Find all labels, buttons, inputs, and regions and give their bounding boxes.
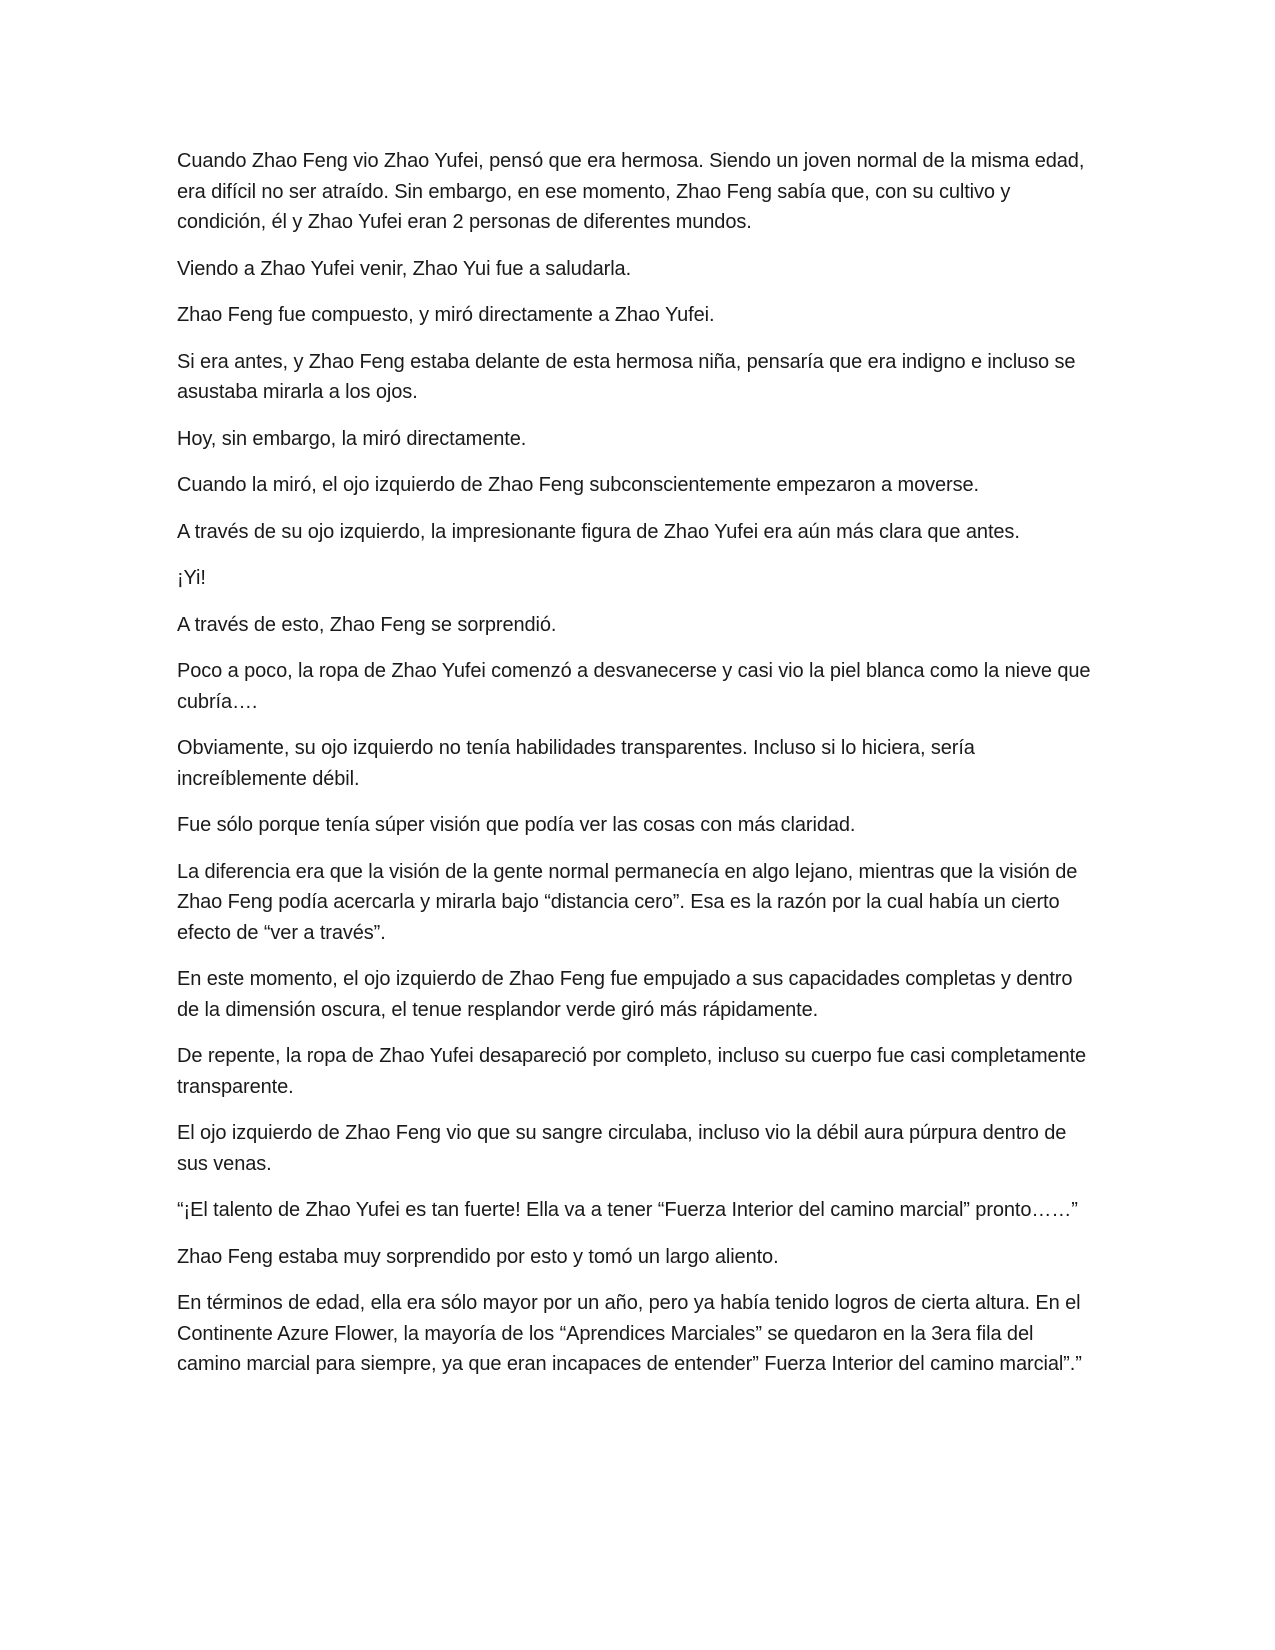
document-body bbox=[177, 146, 1097, 1396]
paragraph: La diferencia era que la visión de la gente normal permanecía en algo lejano, mientras que la visión de Zhao Feng podía acercarla y mirarla bajo “distancia cero”. Esa es la razón por la cual había un cierto efecto de “ver a través”. bbox=[177, 860, 1078, 944]
paragraph: Zhao Feng estaba muy sorprendido por esto y tomó un largo aliento. bbox=[177, 1245, 779, 1268]
paragraph: Obviamente, su ojo izquierdo no tenía habilidades transparentes. Incluso si lo hiciera, sería increíblemente débil. bbox=[177, 737, 975, 790]
paragraph: A través de esto, Zhao Feng se sorprendió. bbox=[177, 613, 557, 636]
paragraph: Cuando Zhao Feng vio Zhao Yufei, pensó que era hermosa. Siendo un joven normal de la misma edad, era difícil no ser atraído. Sin embargo, en ese momento, Zhao Feng sabía que, con su cultivo y condición, él y Zhao Yufei eran 2 personas de diferentes mundos. bbox=[177, 150, 1085, 233]
paragraph: Zhao Feng fue compuesto, y miró directamente a Zhao Yufei. bbox=[177, 304, 715, 326]
paragraph: Viendo a Zhao Yufei venir, Zhao Yui fue a saludarla. bbox=[177, 257, 632, 280]
paragraph: Hoy, sin embargo, la miró directamente. bbox=[177, 427, 527, 450]
paragraph: Si era antes, y Zhao Feng estaba delante de esta hermosa niña, pensaría que era indigno e incluso se asustaba mirarla a los ojos. bbox=[177, 350, 1076, 403]
paragraph: De repente, la ropa de Zhao Yufei desapareció por completo, incluso su cuerpo fue casi completamente transparente. bbox=[177, 1045, 1087, 1098]
paragraph: Fue sólo porque tenía súper visión que podía ver las cosas con más claridad. bbox=[177, 814, 856, 836]
paragraph: “¡El talento de Zhao Yufei es tan fuerte! Ella va a tener “Fuerza Interior del camino marcial” pronto……” bbox=[177, 1199, 1078, 1221]
paragraph: Cuando la miró, el ojo izquierdo de Zhao Feng subconscientemente empezaron a moverse. bbox=[177, 474, 979, 496]
paragraph: En términos de edad, ella era sólo mayor por un año, pero ya había tenido logros de cierta altura. En el Continente Azure Flower, la mayoría de los “Aprendices Marciales” se quedaron en la 3era fila del camino marcial para siempre, ya que eran incapaces de entender” Fuerza Interior del camino marcial”.” bbox=[177, 1292, 1082, 1375]
paragraph: En este momento, el ojo izquierdo de Zhao Feng fue empujado a sus capacidades completas y dentro de la dimensión oscura, el tenue resplandor verde giró más rápidamente. bbox=[177, 968, 1073, 1021]
paragraph: ¡Yi! bbox=[177, 567, 206, 589]
paragraph: Poco a poco, la ropa de Zhao Yufei comenzó a desvanecerse y casi vio la piel blanca como la nieve que cubría…. bbox=[177, 660, 1091, 713]
paragraph: A través de su ojo izquierdo, la impresionante figura de Zhao Yufei era aún más clara que antes. bbox=[177, 520, 1020, 543]
paragraph: El ojo izquierdo de Zhao Feng vio que su sangre circulaba, incluso vio la débil aura púrpura dentro de sus venas. bbox=[177, 1122, 1067, 1175]
